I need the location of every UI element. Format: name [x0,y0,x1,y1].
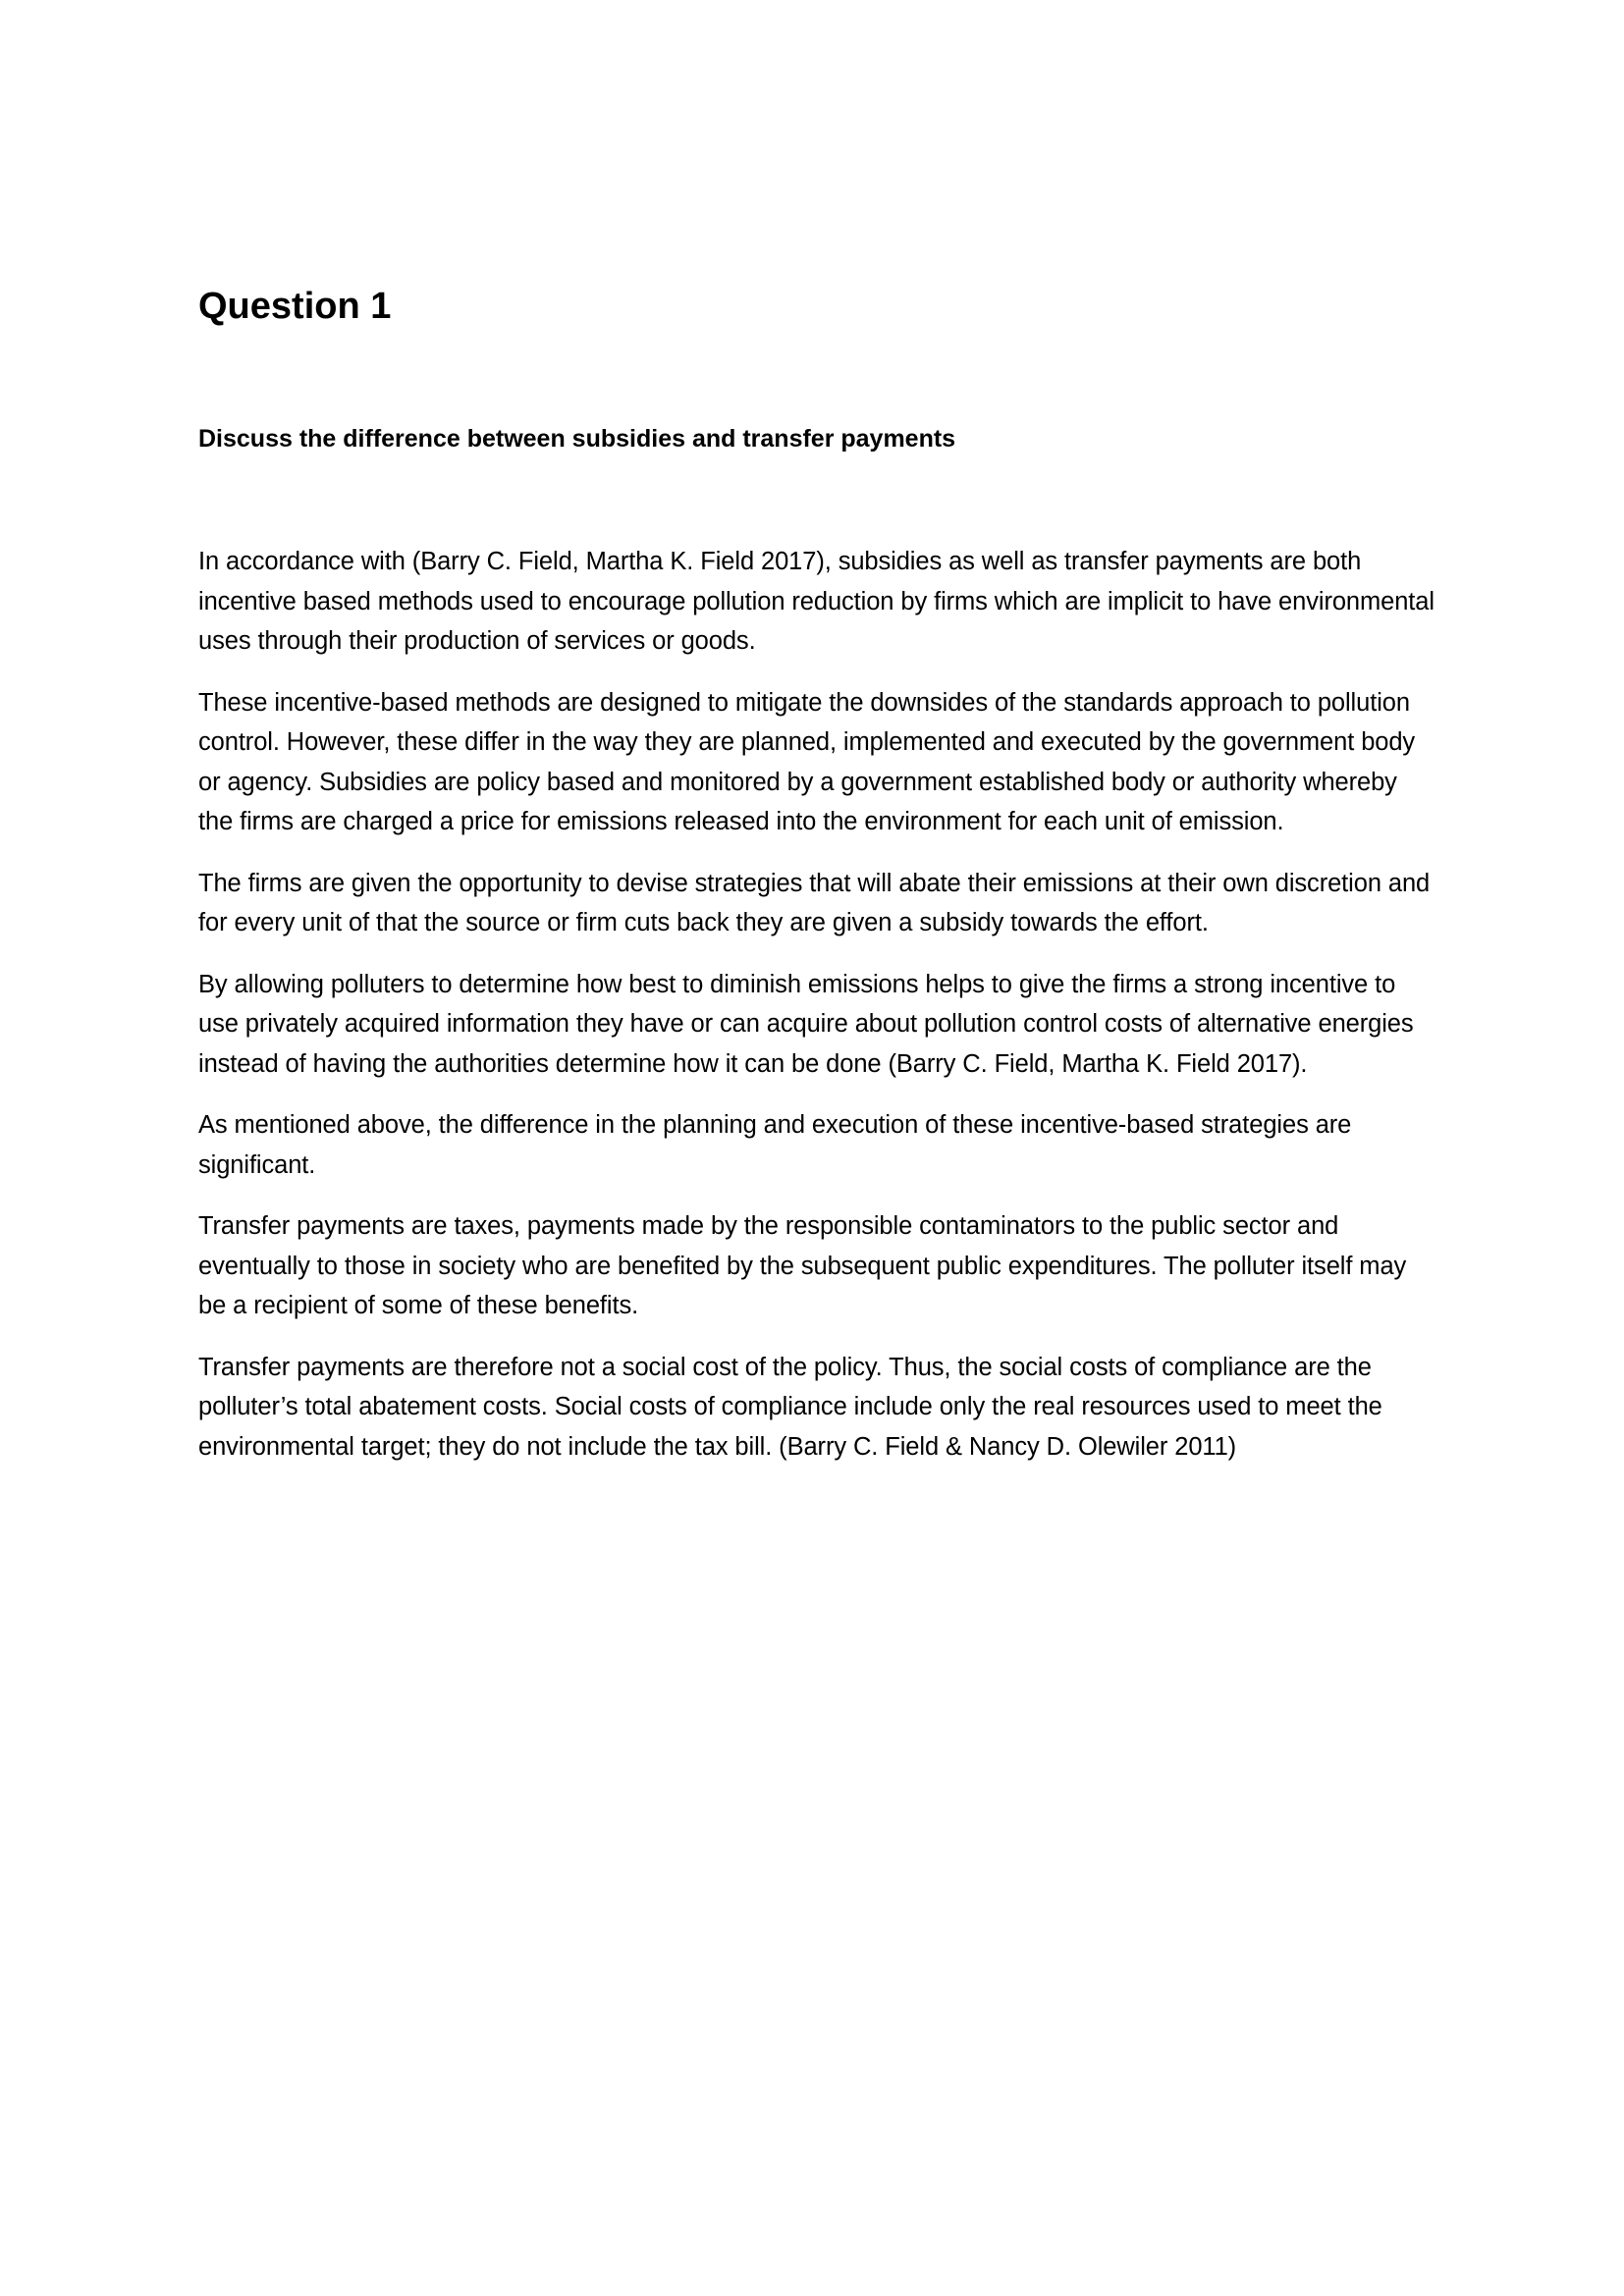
question-heading: Question 1 [198,286,392,327]
paragraph-2: These incentive-based methods are designed to mitigate the downsides of the standards approach to pollution control. However, these differ in the way they are planned, implemented and executed by the government body or agency. Subsidies are policy based and monitored by a government established body or authority whereby the firms are charged a price for emissions released into the environment for each unit of emission. [198,688,1416,835]
paragraph-1: In accordance with (Barry C. Field, Martha K. Field 2017), subsidies as well as transfer payments are both incentive based methods used to encourage pollution reduction by firms which are implicit to have environmental uses through their production of services or goods. [198,548,1435,655]
paragraph-4: By allowing polluters to determine how best to diminish emissions helps to give the firms a strong incentive to use privately acquired information they have or can acquire about pollution control costs of alternative energies instead of having the authorities determine how it can be done (Barry C. Field, Martha K. Field 2017). [198,970,1414,1078]
paragraph-5: As mentioned above, the difference in the planning and execution of these incentive-based strategies are significant. [198,1111,1352,1179]
paragraph-3: The firms are given the opportunity to devise strategies that will abate their emissions at their own discretion and for every unit of that the source or firm cuts back they are given a subsidy towards the effort. [198,869,1431,936]
paragraph-6: Transfer payments are taxes, payments made by the responsible contaminators to the public sector and eventually to those in society who are benefited by the subsequent public expenditures. The polluter itself may be a recipient of some of these benefits. [198,1212,1407,1319]
answer-body [198,542,1435,1488]
question-prompt: Discuss the difference between subsidies and transfer payments [198,425,956,453]
paragraph-7: Transfer payments are therefore not a social cost of the policy. Thus, the social costs of compliance are the polluter’s total abatement costs. Social costs of compliance include only the real resources used to meet the environmental target; they do not include the tax bill. (Barry C. Field & Nancy D. Olewiler 2011) [198,1353,1382,1461]
